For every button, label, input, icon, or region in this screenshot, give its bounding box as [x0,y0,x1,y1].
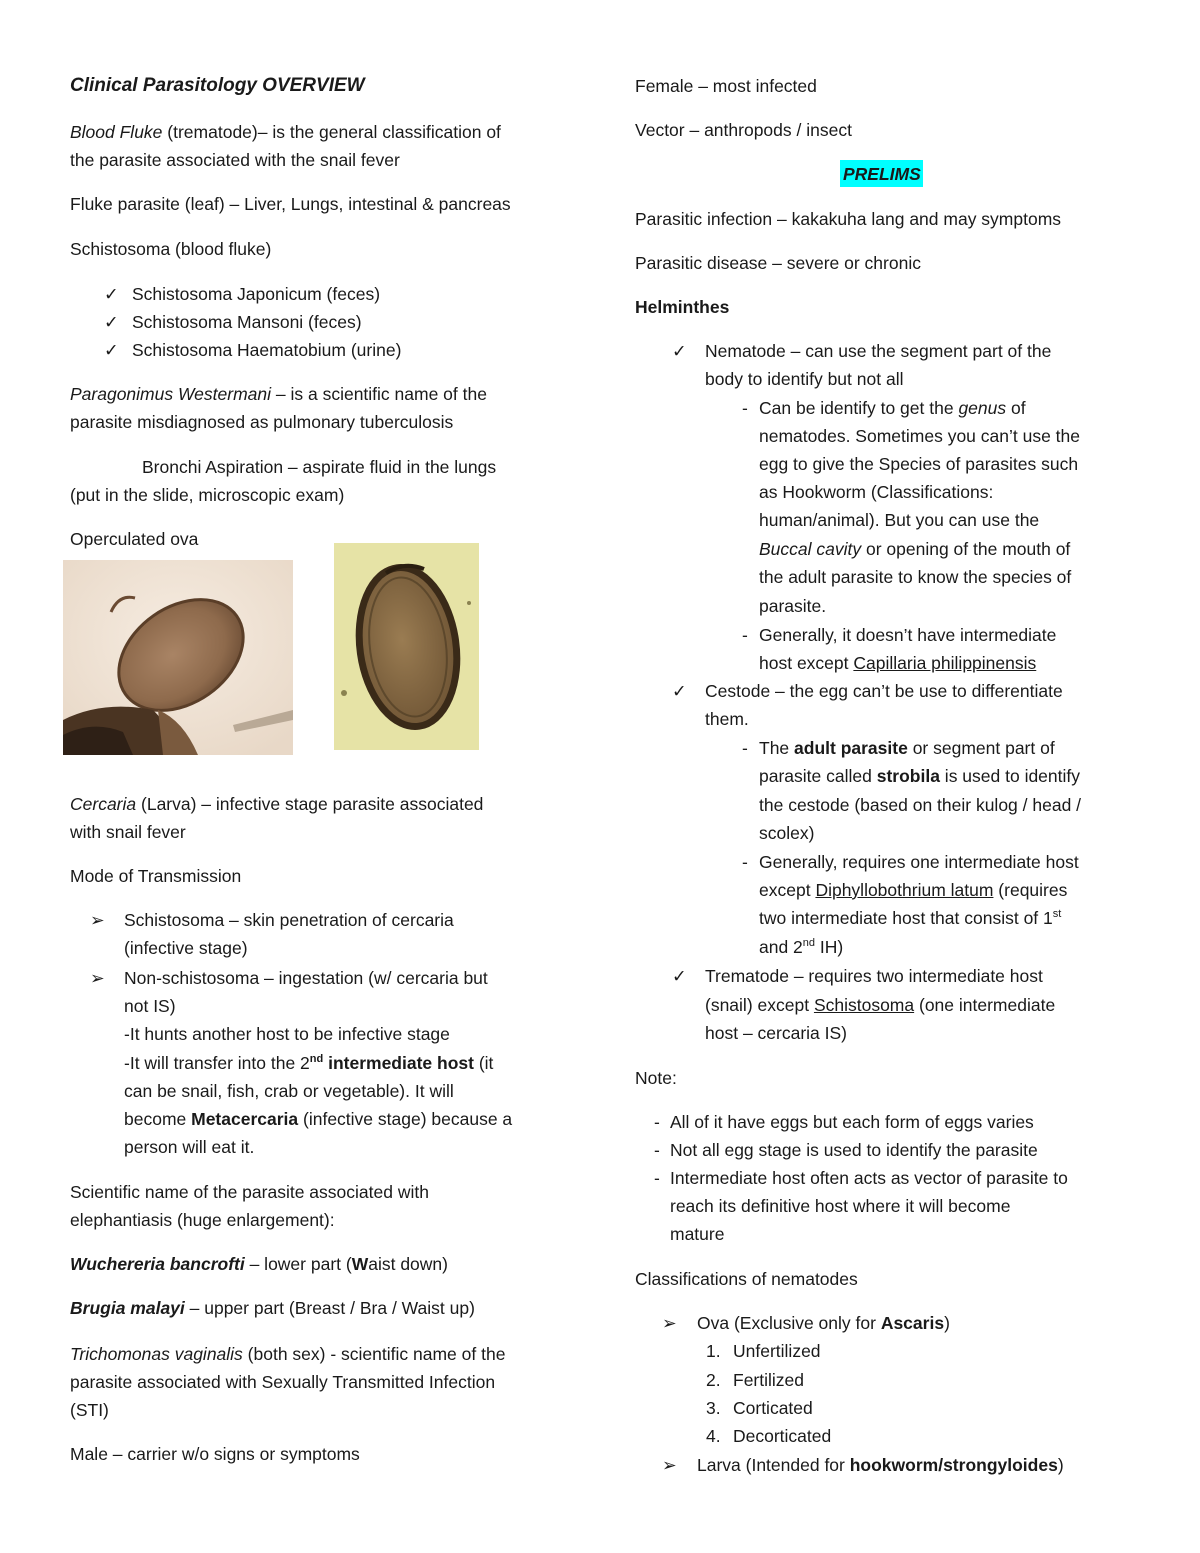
cestode-s1-line2: parasite called strobila is used to identify [759,766,1081,786]
list-item [104,336,119,364]
tricho-line3: (STI) [70,1400,109,1420]
nematode-s1-line6: Buccal cavity or opening of the mouth of [759,539,1071,559]
note-item: All of it have eggs but each form of eggs varies [670,1112,1034,1132]
checkmark-icon: ✓ [104,312,119,332]
dash-bullet: - [742,398,748,418]
mode2-line6: become Metacercaria (infective stage) because a [124,1109,513,1129]
cestode-s1-line1: The adult parasite or segment part of [759,738,1055,758]
dash-bullet: - [654,1112,660,1132]
nematode-s1-line1: Can be identify to get the genus of [759,398,1026,418]
cestode-s2-line4: and 2nd IH) [759,937,844,957]
checkmark-icon: ✓ [104,284,119,304]
cestode-s2-line1: Generally, requires one intermediate host [759,852,1079,872]
checkmark-icon: ✓ [672,681,687,701]
cestode-line1: Cestode – the egg can’t be use to differentiate [705,681,1063,701]
blood-fluke-line1: Blood Fluke (trematode)– is the general classification of [70,122,501,142]
mode2-line5: can be snail, fish, crab or vegetable). It will [124,1081,454,1101]
list-item [104,308,119,336]
page-title: Clinical Parasitology OVERVIEW [70,75,365,96]
arrow-bullet-icon: ➢ [662,1455,677,1475]
bronchi-line2: (put in the slide, microscopic exam) [70,485,345,505]
dash-bullet: - [654,1140,660,1160]
mode2-line2: not IS) [124,996,176,1016]
mode-heading: Mode of Transmission [70,866,242,886]
sci-name-line1: Scientific name of the parasite associated with [70,1182,429,1202]
nematode-s2-line2: host except Capillaria philippinensis [759,653,1037,673]
nematode-s2-line1: Generally, it doesn’t have intermediate [759,625,1057,645]
checkmark-icon: ✓ [672,341,687,361]
nematode-s1-line2: nematodes. Sometimes you can’t use the [759,426,1081,446]
schistosoma-heading: Schistosoma (blood fluke) [70,239,272,259]
operculated-ova-photo-1 [63,560,293,755]
dash-bullet: - [742,852,748,872]
mode2-line3: -It hunts another host to be infective stage [124,1024,450,1044]
arrow-bullet-icon: ➢ [90,968,105,988]
arrow-bullet-icon: ➢ [90,910,105,930]
cercaria-line1: Cercaria (Larva) – infective stage parasite associated [70,794,484,814]
prelims-heading: PRELIMS [843,164,921,184]
dash-bullet: - [742,738,748,758]
bronchi-line1: Bronchi Aspiration – aspirate fluid in the lungs [142,457,497,477]
ova-photo-2-graphic [334,543,479,750]
trematode-line1: Trematode – requires two intermediate host [705,966,1043,986]
nematode-line2: body to identify but not all [705,369,904,389]
ova-number: 3. [706,1398,721,1418]
cestode-s2-line2: except Diphyllobothrium latum (requires [759,880,1068,900]
cestode-s1-line4: scolex) [759,823,815,843]
blood-fluke-line2: the parasite associated with the snail fever [70,150,400,170]
dash-bullet: - [654,1168,660,1188]
paragonimus-line2: parasite misdiagnosed as pulmonary tuberculosis [70,412,454,432]
note-item-cont: reach its definitive host where it will become [670,1196,1011,1216]
ova-line: Ova (Exclusive only for Ascaris) [697,1313,950,1333]
list-item-label: Schistosoma Mansoni (feces) [132,312,362,332]
tricho-line2: parasite associated with Sexually Transmitted Infection [70,1372,496,1392]
arrow-bullet-icon: ➢ [662,1313,677,1333]
operculated-heading: Operculated ova [70,529,199,549]
note-item: Intermediate host often acts as vector of parasite to [670,1168,1068,1188]
ova-item: Unfertilized [733,1341,821,1361]
nematode-s1-line4: as Hookworm (Classifications: [759,482,994,502]
ova-number: 1. [706,1341,721,1361]
male-line: Male – carrier w/o signs or symptoms [70,1444,360,1464]
mode1-line2: (infective stage) [124,938,248,958]
mode1-line1: Schistosoma – skin penetration of cercaria [124,910,454,930]
tricho-line1: Trichomonas vaginalis (both sex) - scientific name of the [70,1344,506,1364]
list-item [104,280,119,308]
list-item-label: Schistosoma Haematobium (urine) [132,340,402,360]
dash-bullet: - [742,625,748,645]
list-item-label: Schistosoma Japonicum (feces) [132,284,381,304]
fluke-parasite: Fluke parasite (leaf) – Liver, Lungs, intestinal & pancreas [70,194,511,214]
mode2-line1: Non-schistosoma – ingestation (w/ cercaria but [124,968,488,988]
checkmark-icon: ✓ [672,966,687,986]
nematode-s1-line5: human/animal). But you can use the [759,510,1040,530]
ova-item: Decorticated [733,1426,832,1446]
note-heading: Note: [635,1068,677,1088]
cercaria-line2: with snail fever [70,822,186,842]
parasitic-disease: Parasitic disease – severe or chronic [635,253,921,273]
cestode-line2: them. [705,709,749,729]
vector-line: Vector – anthropods / insect [635,120,852,140]
sci-name-line2: elephantiasis (huge enlargement): [70,1210,335,1230]
paragonimus-line1: Paragonimus Westermani – is a scientific name of the [70,384,487,404]
female-line: Female – most infected [635,76,817,96]
brugia: Brugia malayi – upper part (Breast / Bra / Waist up) [70,1298,475,1318]
mode2-line7: person will eat it. [124,1137,255,1157]
classifications-heading: Classifications of nematodes [635,1269,858,1289]
nematode-s1-line8: parasite. [759,596,827,616]
nematode-s1-line3: egg to give the Species of parasites such [759,454,1079,474]
nematode-s1-line7: the adult parasite to know the species of [759,567,1072,587]
helminthes-heading: Helminthes [635,297,730,317]
ova-item: Corticated [733,1398,813,1418]
ova-item: Fertilized [733,1370,804,1390]
checkmark-icon: ✓ [104,340,119,360]
cestode-s2-line3: two intermediate host that consist of 1st [759,908,1062,928]
ova-photo-1-graphic [63,560,293,755]
note-item-cont: mature [670,1224,725,1244]
nematode-line1: Nematode – can use the segment part of the [705,341,1052,361]
note-item: Not all egg stage is used to identify the parasite [670,1140,1038,1160]
mode2-line4: -It will transfer into the 2nd intermediate host (it [124,1053,494,1073]
operculated-ova-photo-2 [334,543,479,750]
trematode-line2: (snail) except Schistosoma (one intermediate [705,995,1056,1015]
ova-number: 2. [706,1370,721,1390]
parasitic-infection: Parasitic infection – kakakuha lang and may symptoms [635,209,1062,229]
cestode-s1-line3: the cestode (based on their kulog / head / [759,795,1082,815]
larva-line: Larva (Intended for hookworm/strongyloides) [697,1455,1064,1475]
wuchereria: Wuchereria bancrofti – lower part (Waist down) [70,1254,448,1274]
ova-number: 4. [706,1426,721,1446]
trematode-line3: host – cercaria IS) [705,1023,847,1043]
